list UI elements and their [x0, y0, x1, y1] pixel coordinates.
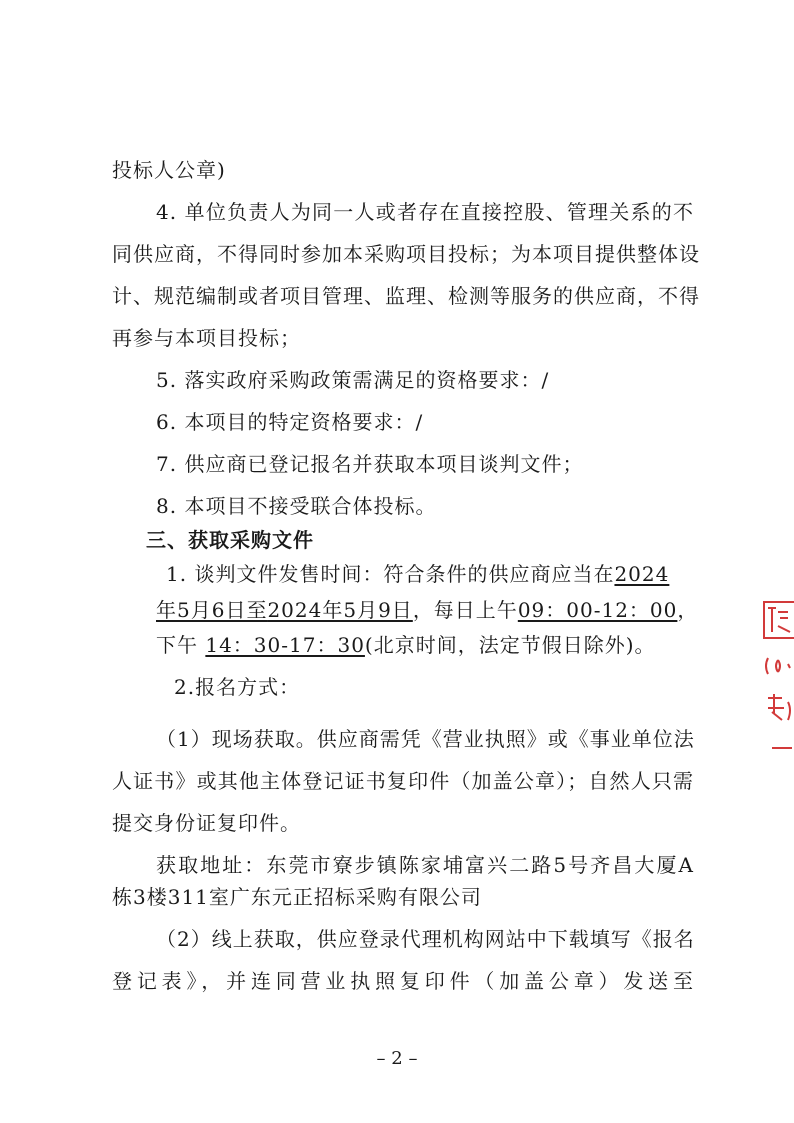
sale-end-date: 2024年5月9日 [267, 598, 413, 622]
sale-start-year: 2024 [614, 562, 670, 586]
sale-time-line-3 [156, 633, 656, 657]
online-line-1: （2）线上获取，供应登录代理机构网站中下载填写《报名 [156, 927, 695, 951]
page-number: – 2 – [376, 1048, 418, 1069]
online-line-2: 登记表》，并连同营业执照复印件（加盖公章）发送至 [112, 969, 694, 993]
onsite-line-1: （1）现场获取。供应商需凭《营业执照》或《事业单位法 [156, 727, 695, 751]
afternoon-hours: 14：30-17：30 [205, 633, 365, 657]
address-line-1: 获取地址：东莞市寮步镇陈家埔富兴二路5号齐昌大厦A [156, 853, 694, 877]
afternoon-label: 下午 [156, 633, 206, 657]
section-heading: 三、获取采购文件 [146, 528, 314, 552]
onsite-line-3: 提交身份证复印件。 [112, 811, 301, 835]
sale-time-line-1 [166, 562, 669, 586]
address-line-2: 栋3楼311室广东元正招标采购有限公司 [112, 885, 482, 909]
text-line: 7. 供应商已登记报名并获取本项目谈判文件； [156, 452, 584, 476]
text-line: 再参与本项目投标； [112, 326, 301, 350]
stamp-mark [754, 598, 794, 768]
sale-text: ，每日上午 [412, 598, 518, 622]
sale-time-prefix: 1. 谈判文件发售时间：符合条件的供应商应当在 [166, 562, 615, 586]
sale-text: ， [677, 598, 699, 622]
morning-hours: 09：00-12：00 [517, 598, 678, 622]
text-line: 同供应商，不得同时参加本采购项目投标；为本项目提供整体设 [112, 242, 700, 266]
sale-note: (北京时间，法定节假日除外)。 [364, 633, 656, 657]
registration-heading: 2.报名方式： [174, 675, 301, 699]
sale-start-date: 年5月6日至 [156, 598, 268, 622]
text-line: 4. 单位负责人为同一人或者存在直接控股、管理关系的不 [156, 200, 694, 224]
text-line: 6. 本项目的特定资格要求：/ [156, 410, 424, 434]
text-line: 投标人公章) [112, 158, 226, 182]
text-line: 5. 落实政府采购政策需满足的资格要求：/ [156, 368, 550, 392]
sale-time-line-2 [156, 598, 698, 622]
text-line: 8. 本项目不接受联合体投标。 [156, 494, 437, 518]
onsite-line-2: 人证书》或其他主体登记证书复印件（加盖公章）；自然人只需 [112, 769, 694, 793]
text-line: 计、规范编制或者项目管理、监理、检测等服务的供应商，不得 [112, 284, 700, 308]
